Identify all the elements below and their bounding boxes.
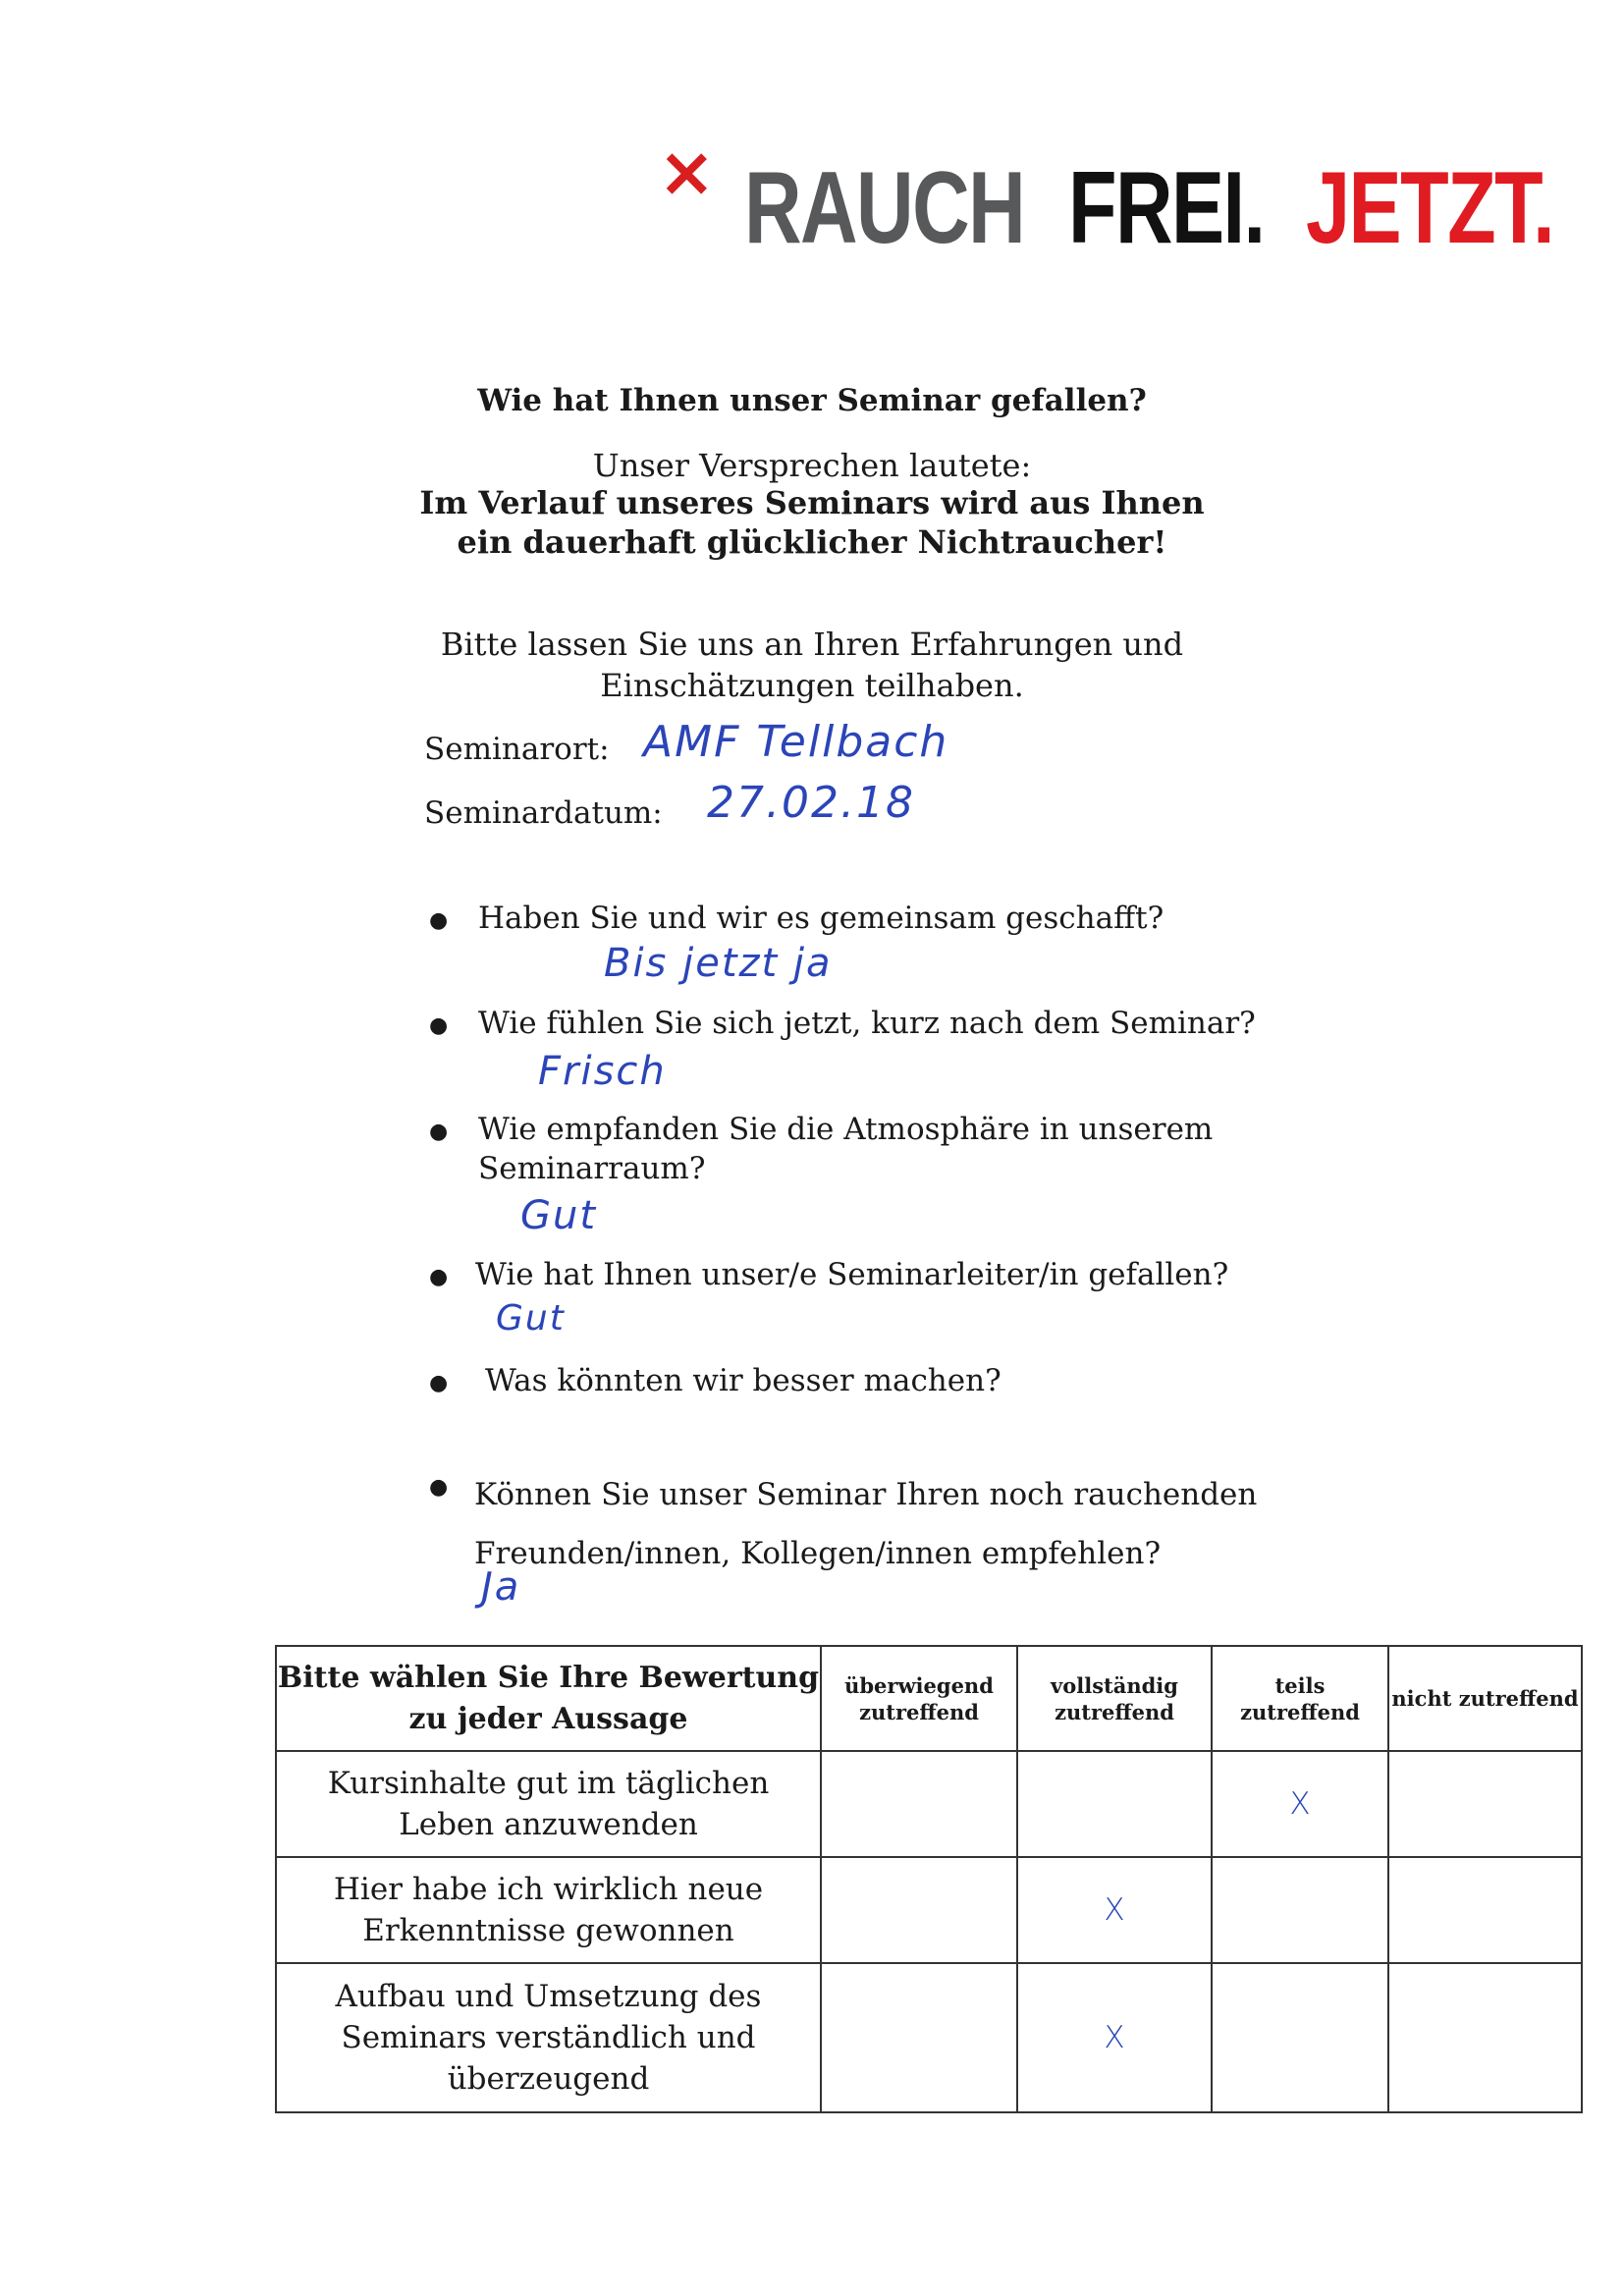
row-statement: Kursinhalte gut im täglichen Leben anzuwenden <box>276 1751 821 1857</box>
rating-cell[interactable] <box>821 1857 1017 1963</box>
rating-cell[interactable]: X <box>1017 1857 1212 1963</box>
question-3: Wie empfanden Sie die Atmosphäre in unserem Seminarraum? <box>478 1112 1214 1186</box>
table-header-row <box>276 1646 1582 1751</box>
table-row <box>276 1751 1582 1857</box>
rating-cell[interactable] <box>1212 1963 1388 2112</box>
rating-cell[interactable] <box>821 1751 1017 1857</box>
red-x-icon: × <box>658 132 716 212</box>
rating-cell[interactable]: X <box>1212 1751 1388 1857</box>
answer-1[interactable]: Bis jetzt ja <box>604 941 833 986</box>
logo-word-frei: FREI. <box>1068 151 1265 265</box>
rating-cell[interactable] <box>1017 1751 1212 1857</box>
bullet-icon: ● <box>429 1475 449 1500</box>
question-6: Können Sie unser Seminar Ihren noch rauchenden Freunden/innen, Kollegen/innen empfehlen? <box>474 1477 1258 1571</box>
rating-cell[interactable] <box>1388 1963 1582 2112</box>
rating-cell[interactable] <box>821 1963 1017 2112</box>
question-5: Was könnten wir besser machen? <box>485 1363 1001 1398</box>
row-statement: Aufbau und Umsetzung des Seminars verständlich und überzeugend <box>276 1963 821 2112</box>
table-row <box>276 1963 1582 2112</box>
rauchfrei-jetzt-logo <box>658 132 1554 304</box>
column-header-ueberwiegend: überwiegend zutreffend <box>821 1646 1017 1751</box>
rating-cell[interactable] <box>1212 1857 1388 1963</box>
seminardatum-field[interactable]: 27.02.18 <box>707 778 915 828</box>
bullet-icon: ● <box>429 908 449 933</box>
table-header-statement: Bitte wählen Sie Ihre Bewertung zu jeder Aussage <box>276 1646 821 1751</box>
rating-cell[interactable] <box>1388 1751 1582 1857</box>
rating-cell[interactable]: X <box>1017 1963 1212 2112</box>
bullet-icon: ● <box>429 1120 449 1144</box>
column-header-teils: teils zutreffend <box>1212 1646 1388 1751</box>
bullet-icon: ● <box>429 1265 449 1289</box>
logo-word-rauch: RAUCH <box>744 151 1025 265</box>
answer-4[interactable]: Gut <box>496 1298 566 1339</box>
seminarort-label: Seminarort: <box>424 732 610 767</box>
logo-word-jetzt: JETZT. <box>1306 151 1554 265</box>
page-title: Wie hat Ihnen unser Seminar gefallen? <box>477 383 1147 418</box>
answer-2[interactable]: Frisch <box>538 1049 667 1094</box>
rating-table <box>275 1645 1583 2113</box>
promise-statement: Im Verlauf unseres Seminars wird aus Ihnen ein dauerhaft glücklicher Nichtraucher! <box>419 484 1205 561</box>
question-2: Wie fühlen Sie sich jetzt, kurz nach dem Seminar? <box>478 1006 1256 1041</box>
bullet-icon: ● <box>429 1013 449 1038</box>
rating-cell[interactable] <box>1388 1857 1582 1963</box>
table-row <box>276 1857 1582 1963</box>
seminarort-field[interactable]: AMF Tellbach <box>643 717 949 767</box>
question-4: Wie hat Ihnen unser/e Seminarleiter/in gefallen? <box>475 1257 1229 1292</box>
answer-3[interactable]: Gut <box>520 1193 598 1238</box>
row-statement: Hier habe ich wirklich neue Erkenntnisse gewonnen <box>276 1857 821 1963</box>
seminardatum-label: Seminardatum: <box>424 795 663 831</box>
promise-intro: Unser Versprechen lautete: <box>592 447 1032 484</box>
column-header-nicht: nicht zutreffend <box>1388 1646 1582 1751</box>
answer-6[interactable]: Ja <box>481 1564 521 1610</box>
column-header-vollstaendig: vollständig zutreffend <box>1017 1646 1212 1751</box>
invite-text: Bitte lassen Sie uns an Ihren Erfahrungen und Einschätzungen teilhaben. <box>440 626 1184 704</box>
question-1: Haben Sie und wir es gemeinsam geschafft? <box>478 901 1164 936</box>
bullet-icon: ● <box>429 1371 449 1395</box>
